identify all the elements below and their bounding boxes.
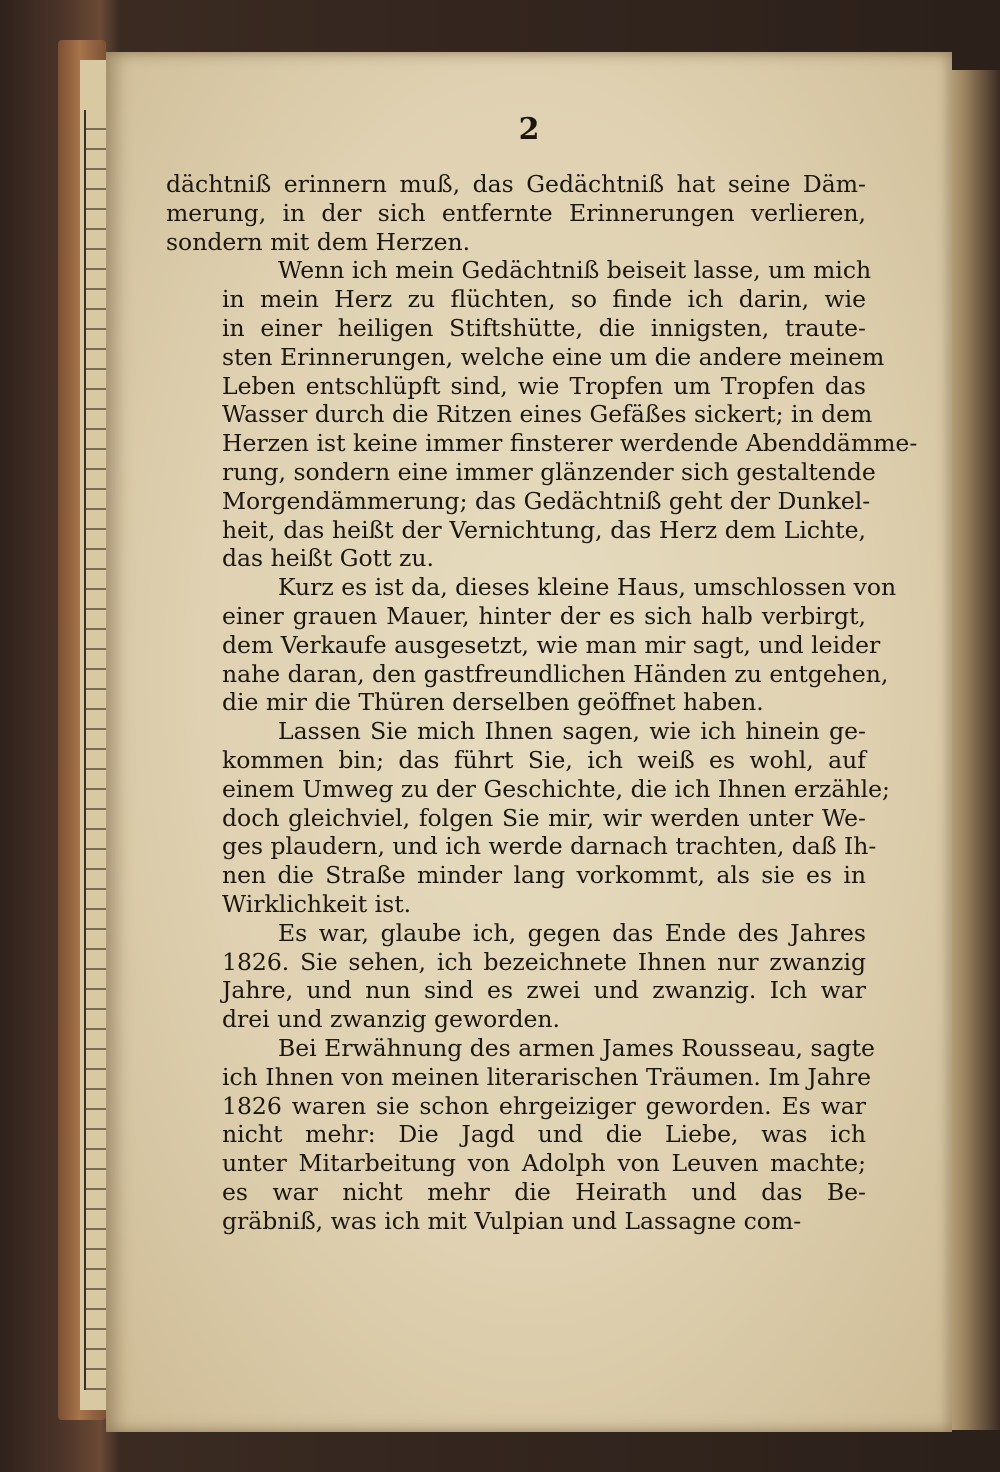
paragraph <box>166 919 866 1034</box>
text-line: sten Erinnerungen, welche eine um die andere meinem <box>222 342 885 371</box>
text-line: Lassen Sie mich Ihnen sagen, wie ich hinein ge- <box>278 717 866 746</box>
text-line: Kurz es ist da, dieses kleine Haus, umschlossen von <box>278 573 897 602</box>
text-line: Morgendämmerung; das Gedächtniß geht der Dunkel- <box>222 486 871 515</box>
text-line: in mein Herz zu flüchten, so finde ich darin, wie <box>222 285 866 314</box>
page-number: 2 <box>518 112 540 147</box>
page-text-body <box>166 170 918 1235</box>
text-line: einer grauen Mauer, hinter der es sich halb verbirgt, <box>222 601 866 630</box>
text-line: ich Ihnen von meinen literarischen Träumen. Im Jahre <box>222 1062 872 1091</box>
text-line: gräbniß, was ich mit Vulpian und Lassagne com- <box>222 1206 802 1235</box>
text-line: kommen bin; das führt Sie, ich weiß es wohl, auf <box>222 745 866 774</box>
text-line: es war nicht mehr die Heirath und das Be- <box>222 1177 866 1206</box>
text-line: heit, das heißt der Vernichtung, das Herz dem Lichte, <box>222 515 866 544</box>
text-line: nicht mehr: Die Jagd und die Liebe, was ich <box>222 1120 866 1149</box>
text-line: einem Umweg zu der Geschichte, die ich Ihnen erzähle; <box>222 774 890 803</box>
text-line: Wirklichkeit ist. <box>222 889 412 918</box>
text-line: 1826. Sie sehen, ich bezeichnete Ihnen nur zwanzig <box>222 947 866 976</box>
book-page <box>106 52 952 1432</box>
paragraph <box>166 1033 875 1236</box>
paragraph <box>166 573 897 717</box>
text-line: Leben entschlüpft sind, wie Tropfen um Tropfen das <box>222 371 866 400</box>
text-line: rung, sondern eine immer glänzender sich gestaltende <box>222 457 876 486</box>
text-line: dem Verkaufe ausgesetzt, wie man mir sagt, und leider <box>222 630 881 659</box>
paragraph <box>166 256 918 573</box>
text-line: sondern mit dem Herzen. <box>166 227 471 256</box>
text-line: die mir die Thüren derselben geöffnet haben. <box>222 688 764 717</box>
text-line: drei und zwanzig geworden. <box>222 1005 561 1034</box>
text-line: Jahre, und nun sind es zwei und zwanzig. Ich war <box>222 976 866 1005</box>
text-line: 1826 waren sie schon ehrgeiziger geworden. Es war <box>222 1091 866 1120</box>
paragraph <box>166 717 890 919</box>
text-line: dächtniß erinnern muß, das Gedächtniß hat seine Däm- <box>166 170 866 198</box>
text-line: nen die Straße minder lang vorkommt, als sie es in <box>222 861 866 890</box>
text-line: Bei Erwähnung des armen James Rousseau, sagte <box>278 1033 875 1062</box>
text-line: ges plaudern, und ich werde darnach trachten, daß Ih- <box>222 832 877 861</box>
text-line: doch gleichviel, folgen Sie mir, wir werden unter We- <box>222 803 866 832</box>
text-line: in einer heiligen Stiftshütte, die innigsten, traute- <box>222 313 866 342</box>
text-line: Es war, glaube ich, gegen das Ende des Jahres <box>278 918 866 947</box>
text-line: das heißt Gott zu. <box>222 544 435 573</box>
text-line: Wenn ich mein Gedächtniß beiseit lasse, um mich <box>278 256 872 285</box>
text-line: Wasser durch die Ritzen eines Gefäßes sickert; in dem <box>222 400 873 429</box>
paragraph <box>166 170 866 256</box>
text-line: unter Mitarbeitung von Adolph von Leuven machte; <box>222 1149 866 1178</box>
text-line: Herzen ist keine immer finsterer werdende Abenddämme- <box>222 429 918 458</box>
text-line: merung, in der sich entfernte Erinnerungen verlieren, <box>166 198 866 227</box>
text-line: nahe daran, den gastfreundlichen Händen zu entgehen, <box>222 659 889 688</box>
